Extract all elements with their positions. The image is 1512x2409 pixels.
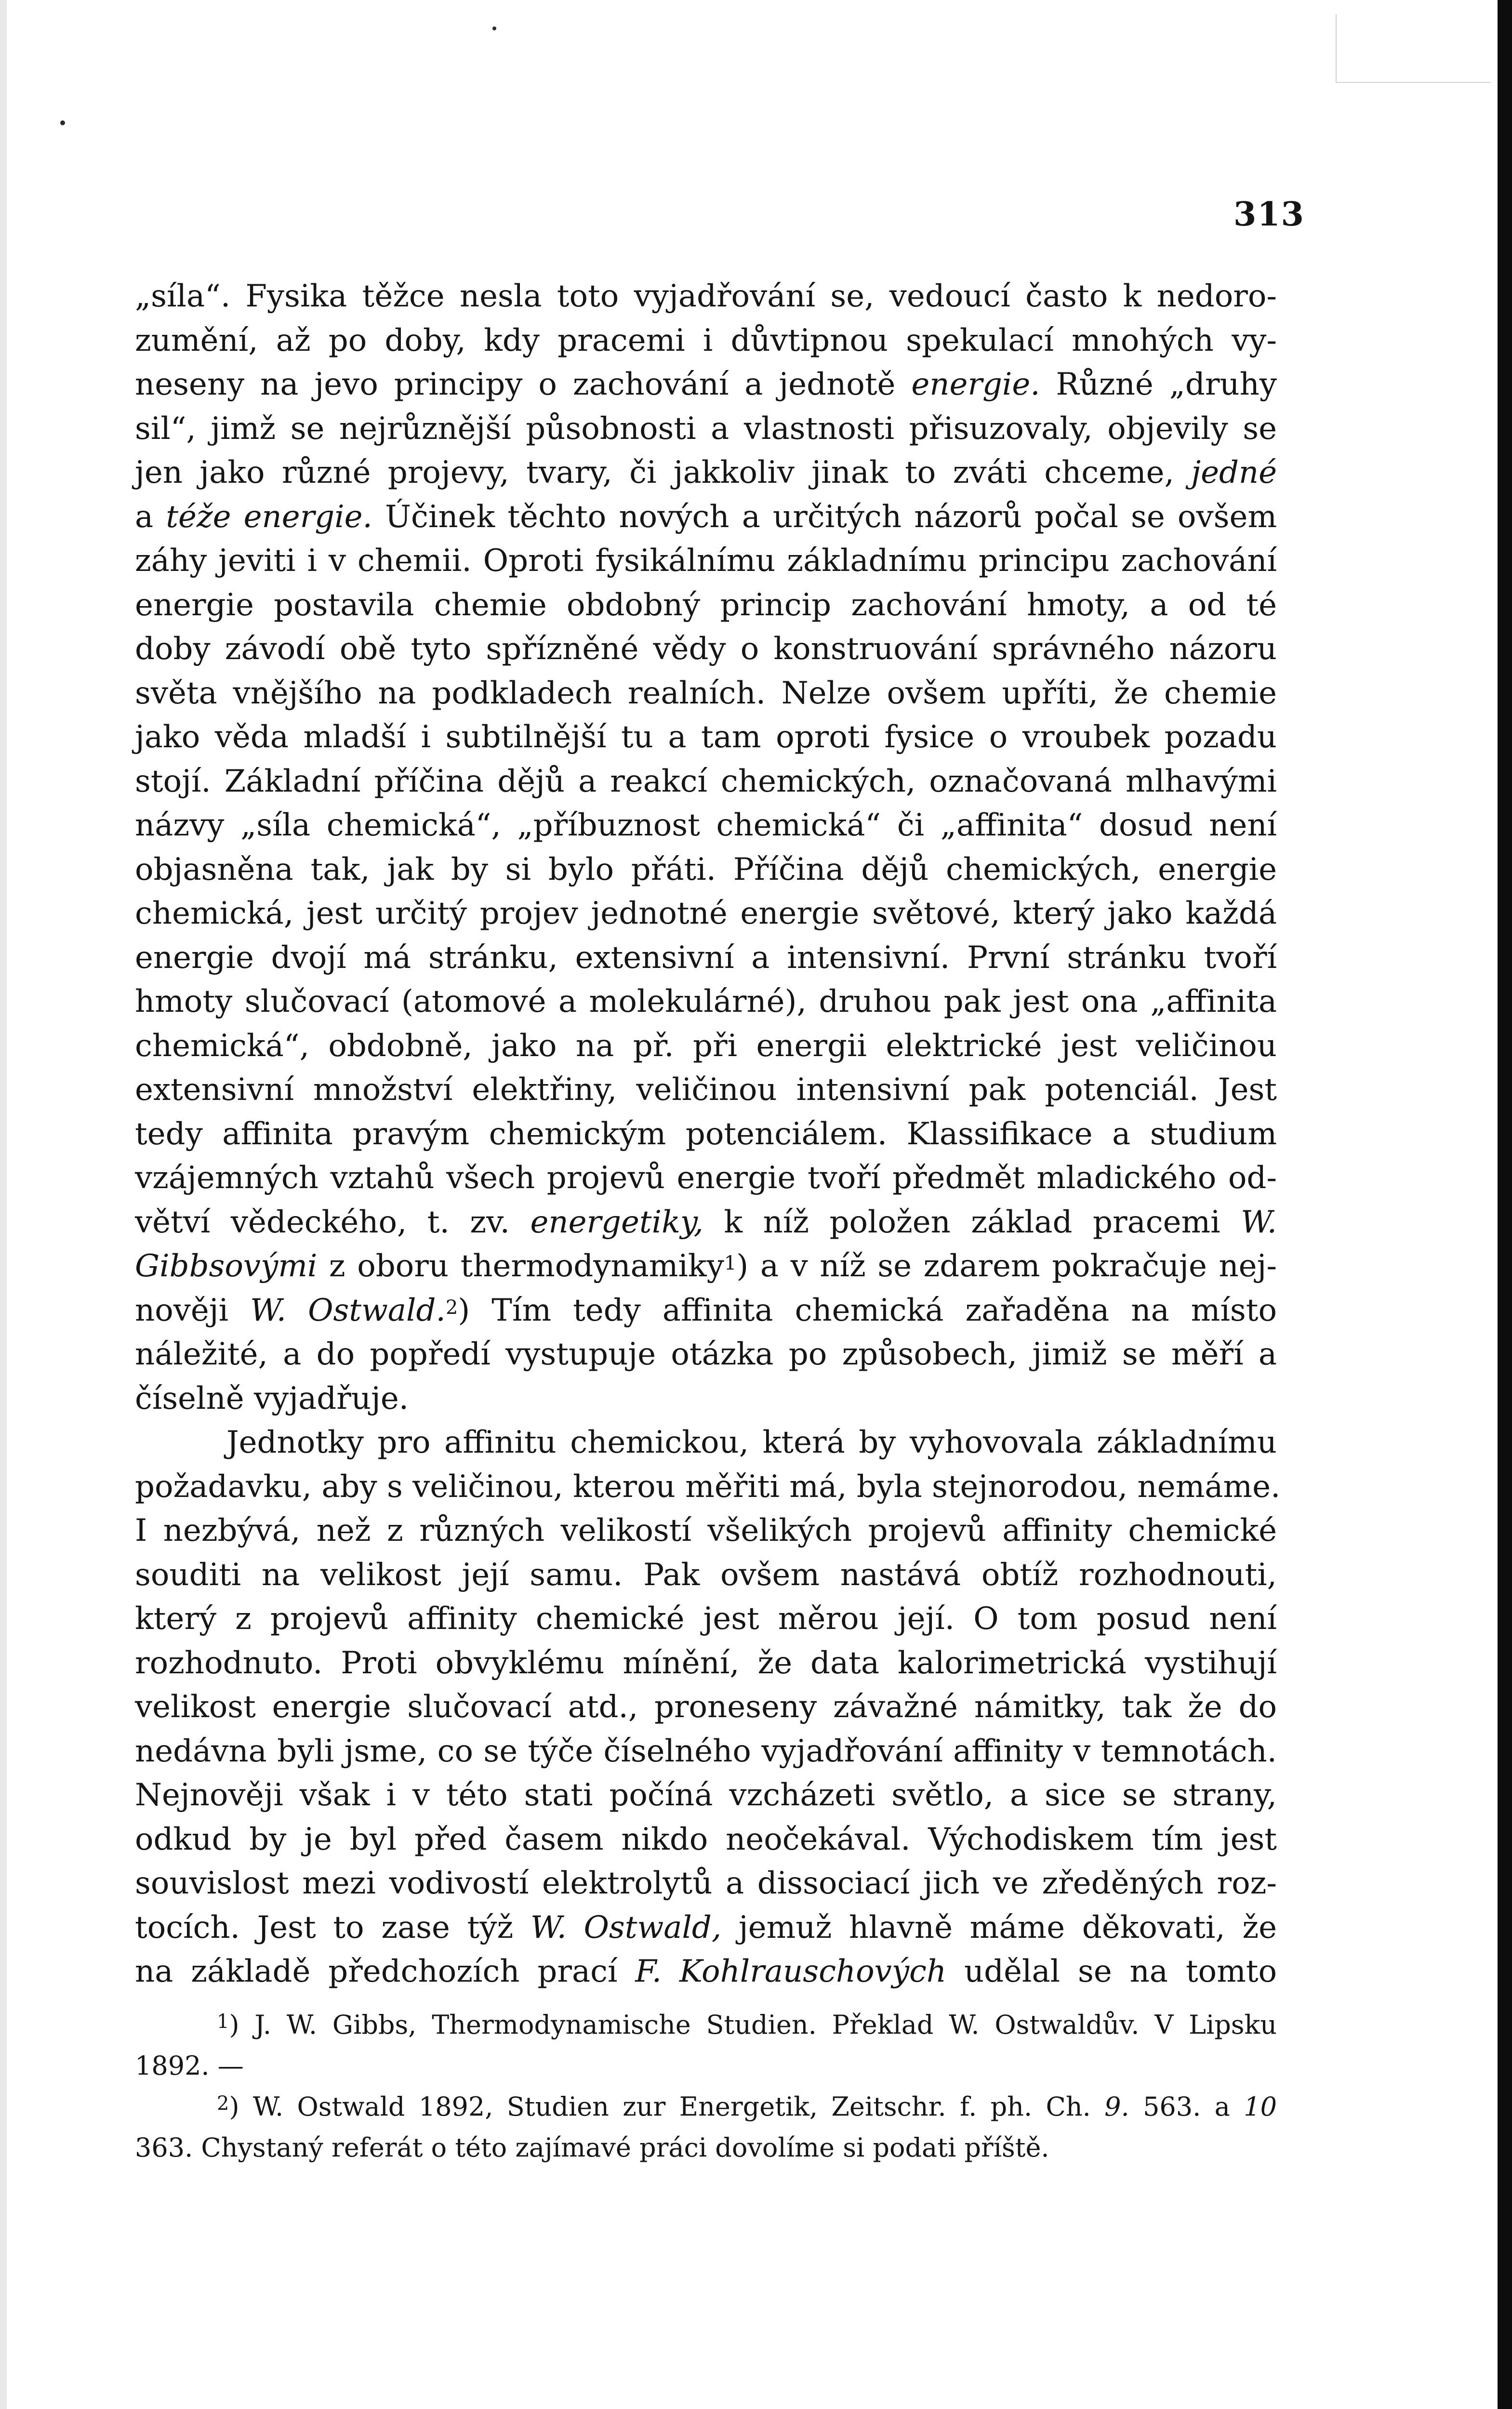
text-line: náležité, a do popředí vystupuje otázka po způsobech, jimiž se měří a xyxy=(135,1337,1277,1372)
paragraph-end-line: číselně vyjadřuje. xyxy=(135,1380,409,1416)
text-line: tedy affinita pravým chemickým potenciálem. Klassifikace a studium xyxy=(135,1116,1277,1152)
footnotes xyxy=(135,2004,1277,2168)
footnote-1: $^1$) J. W. Gibbs, Thermodynamische Studien. Překlad W. Ostwaldův. V Lipsku xyxy=(217,2010,1277,2040)
page-number: 313 xyxy=(1233,195,1305,234)
footnote-2-continuation: 363. Chystaný referát o této zajímavé práci dovolíme si podati příště. xyxy=(135,2132,1049,2163)
text-line: hmoty slučovací (atomové a molekulárné), druhou pak jest ona „affinita xyxy=(135,984,1277,1019)
body-text xyxy=(135,275,1281,1994)
text-line: odkud by je byl před časem nikdo neočekával. Východiskem tím jest xyxy=(135,1821,1277,1857)
text-line: neseny na jevo principy o zachování a jednotě energie. Různé „druhy xyxy=(135,367,1277,402)
text-line: rozhodnuto. Proti obvyklému mínění, že data kalorimetrická vystihují xyxy=(135,1645,1277,1681)
scan-speck xyxy=(492,26,496,30)
text-line: vzájemných vztahů všech projevů energie tvoří předmět mladického od- xyxy=(135,1160,1277,1196)
text-line: souditi na velikost její samu. Pak ovšem nastává obtíž rozhodnouti, xyxy=(135,1557,1277,1593)
scan-artifact xyxy=(1336,14,1491,83)
paragraph-start-line: Jednotky pro affinitu chemickou, která by vyhovovala základnímu xyxy=(226,1425,1277,1460)
footnote-1-continuation: 1892. — xyxy=(135,2051,244,2081)
text-line: a téže energie. Účinek těchto nových a určitých názorů počal se ovšem xyxy=(135,499,1277,535)
text-line: názvy „síla chemická“, „příbuznost chemická“ či „affinita“ dosud není xyxy=(135,807,1277,843)
text-line: zumění, až po doby, kdy pracemi i důvtipnou spekulací mnohých vy- xyxy=(135,322,1277,358)
text-line: záhy jeviti i v chemii. Oproti fysikálnímu základnímu principu zachování xyxy=(135,543,1277,579)
text-line: stojí. Základní příčina dějů a reakcí chemických, označovaná mlhavými xyxy=(135,763,1277,799)
text-line: energie dvojí má stránku, extensivní a intensivní. První stránku tvoří xyxy=(135,940,1277,976)
text-line: který z projevů affinity chemické jest měrou její. O tom posud není xyxy=(135,1601,1277,1637)
text-line: Gibbsovými z oboru thermodynamiky$^1$) a v níž se zdarem pokračuje nej- xyxy=(135,1248,1277,1284)
text-line: energie postavila chemie obdobný princip zachování hmoty, a od té xyxy=(135,587,1277,623)
scan-border-right xyxy=(1498,0,1512,2409)
text-line: velikost energie slučovací atd., proneseny závažné námitky, tak že do xyxy=(135,1689,1277,1725)
text-line: sil“, jimž se nejrůznější působnosti a vlastnosti přisuzovaly, objevily se xyxy=(135,410,1277,447)
text-line: jen jako různé projevy, tvary, či jakkoliv jinak to zváti chceme, jedné xyxy=(135,455,1277,490)
text-line: požadavku, aby s veličinou, kterou měřiti má, byla stejnorodou, nemáme. xyxy=(135,1469,1281,1505)
scan-speck xyxy=(60,120,65,125)
text-line: světa vnějšího na podkladech realních. Nelze ovšem upříti, že chemie xyxy=(135,675,1277,711)
text-line: „síla“. Fysika těžce nesla toto vyjadřování se, vedoucí často k nedoro- xyxy=(135,278,1277,314)
footnote-2: $^2$) W. Ostwald 1892, Studien zur Energetik, Zeitschr. f. ph. Ch. 9. 563. a 10 xyxy=(217,2091,1277,2122)
text-line: jako věda mladší i subtilnější tu a tam oproti fysice o vroubek pozadu xyxy=(135,719,1277,755)
text-line: na základě předchozích prací F. Kohlrauschových udělal se na tomto xyxy=(135,1954,1277,1989)
text-line: I nezbývá, než z různých velikostí všelikých projevů affinity chemické xyxy=(135,1513,1277,1549)
text-line: souvislost mezi vodivostí elektrolytů a dissociací jich ve zředěných roz- xyxy=(135,1866,1277,1901)
scan-border-left xyxy=(0,0,7,2409)
text-line: tocích. Jest to zase týž W. Ostwald, jemuž hlavně máme děkovati, že xyxy=(135,1909,1277,1946)
text-line: extensivní množství elektřiny, veličinou intensivní pak potenciál. Jest xyxy=(135,1072,1277,1108)
text-line: doby závodí obě tyto spřízněné vědy o konstruování správného názoru xyxy=(135,631,1277,667)
text-line: Nejnověji však i v této stati počíná vzcházeti světlo, a sice se strany, xyxy=(135,1777,1277,1813)
text-line: nedávna byli jsme, co se týče číselného vyjadřování affinity v temnotách. xyxy=(135,1733,1277,1769)
text-line: chemická, jest určitý projev jednotné energie světové, který jako každá xyxy=(135,896,1277,931)
text-line: chemická“, obdobně, jako na př. při energii elektrické jest veličinou xyxy=(135,1028,1277,1064)
text-line: větví vědeckého, t. zv. energetiky, k níž položen základ pracemi W. xyxy=(135,1204,1277,1240)
text-line: nověji W. Ostwald.$^2$) Tím tedy affinita chemická zařaděna na místo xyxy=(135,1292,1277,1328)
text-line: objasněna tak, jak by si bylo přáti. Příčina dějů chemických, energie xyxy=(135,851,1277,887)
